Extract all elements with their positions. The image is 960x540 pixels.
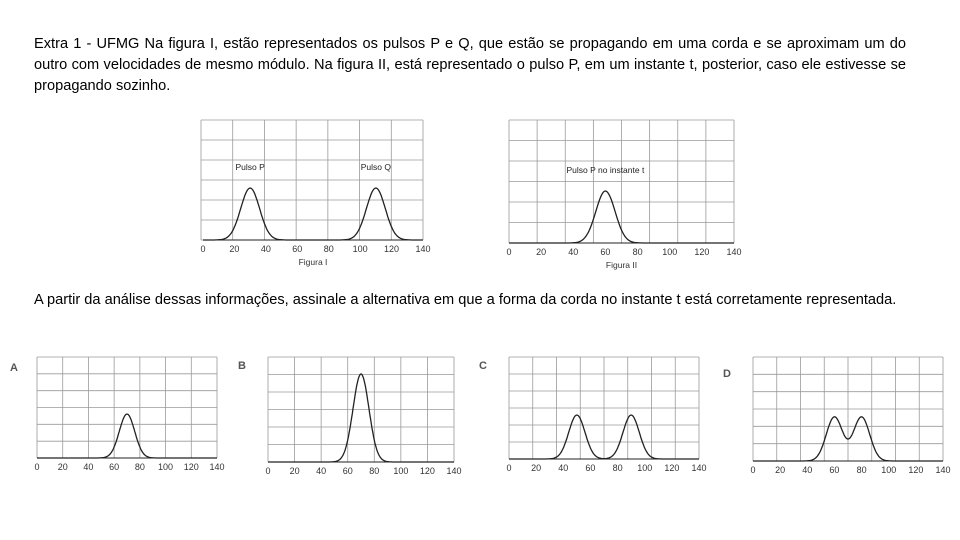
question-statement: Extra 1 - UFMG Na figura I, estão representados os pulsos P e Q, que estão se propagando em uma corda e se aproximam um do outro com velocidades de mesmo módulo. Na figura II, está representado o pulso P, em um instante t, posterior, caso ele estivesse se propagando sozinho. xyxy=(34,36,906,94)
pulse-label: Pulso P xyxy=(235,162,265,172)
pulse-label: Pulso Q xyxy=(360,162,391,172)
grid xyxy=(509,357,699,459)
x-tick-label: 0 xyxy=(34,462,40,472)
x-tick-label: 0 xyxy=(200,244,206,254)
x-tick-label: 0 xyxy=(265,466,271,476)
grid xyxy=(268,357,454,462)
x-tick-label: 0 xyxy=(506,463,512,473)
x-tick-label: 20 xyxy=(229,244,240,254)
grid xyxy=(509,120,734,243)
alternative-c-plot xyxy=(502,355,714,480)
figure-ii xyxy=(500,118,745,273)
x-tick-label: 100 xyxy=(158,462,174,472)
string-pulse-curve xyxy=(268,374,454,462)
x-tick-label: 120 xyxy=(384,244,400,254)
x-tick-label: 20 xyxy=(536,247,547,257)
x-tick-label: 60 xyxy=(292,244,303,254)
x-tick-label: 40 xyxy=(316,466,327,476)
x-tick-label: 100 xyxy=(393,466,409,476)
alternative-c[interactable] xyxy=(502,355,714,480)
x-tick-label: 0 xyxy=(750,465,756,475)
figure-i xyxy=(195,118,430,268)
alternative-a-letter[interactable]: A xyxy=(10,362,18,374)
x-tick-label: 120 xyxy=(664,463,680,473)
x-tick-label: 100 xyxy=(881,465,897,475)
x-tick-label: 120 xyxy=(419,466,435,476)
x-tick-label: 80 xyxy=(856,465,867,475)
alternative-a-plot xyxy=(30,355,235,480)
x-tick-label: 100 xyxy=(662,247,678,257)
x-tick-label: 120 xyxy=(908,465,924,475)
x-tick-label: 40 xyxy=(260,244,271,254)
x-tick-label: 60 xyxy=(109,462,120,472)
alternative-b[interactable] xyxy=(260,355,470,480)
x-tick-label: 40 xyxy=(83,462,94,472)
question-prompt: A partir da análise dessas informações, assinale a alternativa em que a forma da corda no instante t está corretamente representada. xyxy=(34,292,897,308)
figure-ii-plot xyxy=(500,118,745,273)
x-tick-label: 80 xyxy=(323,244,334,254)
alternative-d-letter[interactable]: D xyxy=(723,368,731,380)
alternative-d-plot xyxy=(745,355,953,480)
alternative-c-letter[interactable]: C xyxy=(479,360,487,372)
x-tick-label: 60 xyxy=(829,465,840,475)
x-tick-label: 80 xyxy=(134,462,145,472)
x-tick-label: 100 xyxy=(352,244,368,254)
x-tick-label: 20 xyxy=(289,466,300,476)
grid xyxy=(37,357,217,458)
x-tick-label: 20 xyxy=(57,462,68,472)
x-tick-label: 60 xyxy=(600,247,611,257)
pulse-label: Pulso P no instante t xyxy=(566,165,645,175)
x-tick-label: 140 xyxy=(935,465,951,475)
x-tick-label: 140 xyxy=(209,462,225,472)
x-tick-label: 40 xyxy=(802,465,813,475)
x-tick-label: 120 xyxy=(183,462,199,472)
x-tick-label: 120 xyxy=(694,247,710,257)
x-tick-label: 80 xyxy=(632,247,643,257)
x-tick-label: 140 xyxy=(726,247,742,257)
x-tick-label: 140 xyxy=(415,244,431,254)
alternative-b-letter[interactable]: B xyxy=(238,360,246,372)
x-tick-label: 100 xyxy=(637,463,653,473)
figure-caption: Figura II xyxy=(605,260,638,270)
alternative-d[interactable] xyxy=(745,355,953,480)
x-tick-label: 40 xyxy=(568,247,579,257)
string-pulse-curve xyxy=(203,188,423,240)
string-pulse-curve xyxy=(37,414,217,458)
figure-caption: Figura I xyxy=(298,257,328,267)
x-tick-label: 0 xyxy=(506,247,512,257)
x-tick-label: 140 xyxy=(691,463,707,473)
x-tick-label: 40 xyxy=(558,463,569,473)
figure-i-plot xyxy=(195,118,430,268)
x-tick-label: 80 xyxy=(612,463,623,473)
alternative-b-plot xyxy=(260,355,470,480)
x-tick-label: 140 xyxy=(446,466,462,476)
alternative-a[interactable] xyxy=(30,355,235,480)
x-tick-label: 20 xyxy=(775,465,786,475)
x-tick-label: 60 xyxy=(585,463,596,473)
x-tick-label: 80 xyxy=(369,466,380,476)
grid xyxy=(753,357,943,461)
x-tick-label: 20 xyxy=(531,463,542,473)
x-tick-label: 60 xyxy=(342,466,353,476)
